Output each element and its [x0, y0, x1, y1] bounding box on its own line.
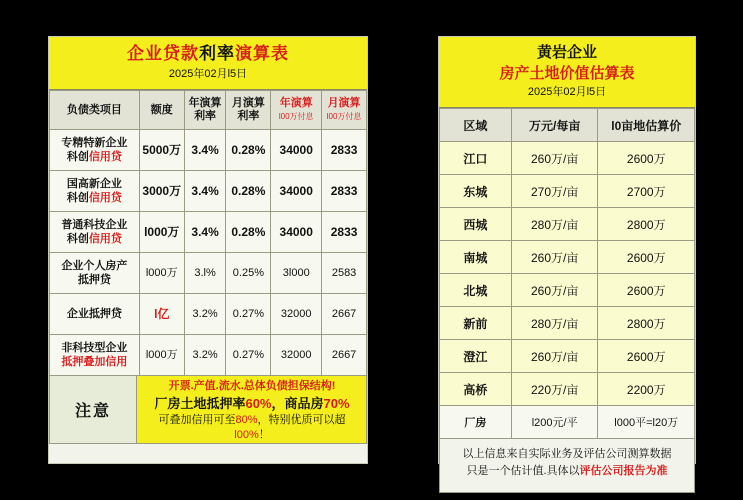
row-year-rate: 3.4% [184, 130, 226, 171]
row-ten-mu-value: 2600万 [598, 142, 695, 175]
row-ten-mu-value: 2800万 [598, 307, 695, 340]
table-row [50, 294, 367, 335]
row-amount: l000万 [139, 253, 184, 294]
row-month-rate: 0.28% [226, 130, 271, 171]
row-month-pay: 2833 [322, 130, 367, 171]
row-ten-mu-value: l000平=l20万 [598, 406, 695, 439]
notice-line-3-d: l00% [234, 429, 259, 441]
col-header-month-rate [226, 91, 271, 130]
row-category [50, 335, 140, 376]
footnote-line-2-b: 评估公司报告为准 [579, 465, 668, 477]
row-ten-mu-value: 2600万 [598, 241, 695, 274]
row-area: 西城 [440, 208, 512, 241]
col-header-area: 区域 [440, 109, 512, 142]
notice-line-3-a: 可叠加信用可至 [158, 414, 236, 426]
row-category-line1: 专精特新企业 [61, 137, 128, 149]
row-month-rate: 0.28% [226, 171, 271, 212]
notice-line-2-c: ，商品房 [271, 396, 324, 411]
row-price-per-mu: 260万/亩 [511, 274, 598, 307]
row-category-line2: 科创 [66, 192, 89, 204]
notice-line-2-d: 70% [323, 396, 350, 411]
loan-rate-table-body [50, 130, 367, 376]
row-category [50, 171, 140, 212]
row-category-line2: 科创 [66, 233, 89, 245]
row-year-rate: 3.2% [184, 335, 226, 376]
land-value-footnote [439, 439, 695, 493]
row-price-per-mu: 220万/亩 [511, 373, 598, 406]
row-month-rate: 0.27% [226, 294, 271, 335]
row-area: 北城 [440, 274, 512, 307]
land-value-card [438, 36, 696, 477]
row-amount: 5000万 [139, 130, 184, 171]
row-year-rate: 3.l% [184, 253, 226, 294]
row-month-rate: 0.25% [226, 253, 271, 294]
land-value-table [439, 108, 695, 439]
col-header-year-rate-l2: 利率 [194, 110, 217, 122]
loan-rate-table-head [50, 91, 367, 130]
land-value-header [439, 37, 695, 108]
row-month-pay: 2833 [322, 212, 367, 253]
loan-rate-card [48, 36, 368, 464]
row-amount: 3000万 [139, 171, 184, 212]
col-header-month-pay [322, 91, 367, 130]
row-category-line1: 国高新企业 [66, 178, 122, 190]
row-area: 江口 [440, 142, 512, 175]
col-header-month-pay-l2: l00万付息 [326, 112, 362, 121]
col-header-month-pay-l1: 月演算 [327, 97, 361, 109]
table-header-row [50, 91, 367, 130]
table-row [440, 406, 695, 439]
footnote-line-1: 以上信息来自实际业务及评估公司测算数据 [462, 448, 672, 460]
row-price-per-mu: 270万/亩 [511, 175, 598, 208]
row-year-rate: 3.2% [184, 294, 226, 335]
row-area: 厂房 [440, 406, 512, 439]
row-month-pay: 2667 [322, 294, 367, 335]
row-price-per-mu: 260万/亩 [511, 142, 598, 175]
notice-line-2 [142, 394, 362, 413]
notice-line-2-b: 60% [245, 396, 272, 411]
row-month-pay: 2583 [322, 253, 367, 294]
land-value-title-2: 房产土地价值估算表 [499, 65, 635, 82]
table-row [440, 142, 695, 175]
row-amount: l亿 [139, 294, 184, 335]
table-row [440, 208, 695, 241]
row-category-line2-red: 信用贷 [88, 151, 122, 163]
col-header-amount: 额度 [139, 91, 184, 130]
row-price-per-mu: l200元/平 [511, 406, 598, 439]
row-year-pay: 34000 [271, 171, 322, 212]
row-area: 澄江 [440, 340, 512, 373]
row-month-rate: 0.28% [226, 212, 271, 253]
loan-rate-title-part1: 企业贷款 [127, 44, 199, 63]
col-header-year-pay [271, 91, 322, 130]
row-category-line2-red: 信用贷 [88, 192, 122, 204]
row-category-line2: 抵押叠加 [61, 356, 106, 368]
notice-line-3-b: 80% [235, 414, 258, 426]
loan-rate-header [49, 37, 367, 90]
footnote-line-2-a: 只是一个估计值.具体以 [466, 465, 580, 477]
row-month-pay: 2833 [322, 171, 367, 212]
table-row [440, 307, 695, 340]
row-category [50, 130, 140, 171]
loan-rate-title-part2: 利率 [199, 44, 235, 63]
notice-line-3-c: ，特别优质可以超 [257, 414, 346, 426]
row-category-line1: 企业个人房产 [61, 260, 128, 272]
loan-rate-title-part3: 演算表 [235, 44, 289, 63]
row-month-rate: 0.27% [226, 335, 271, 376]
row-category [50, 253, 140, 294]
row-year-pay: 32000 [271, 294, 322, 335]
col-header-year-rate-l1: 年演算 [188, 97, 222, 109]
row-price-per-mu: 260万/亩 [511, 340, 598, 373]
table-header-row [440, 109, 695, 142]
row-ten-mu-value: 2600万 [598, 340, 695, 373]
row-month-pay: 2667 [322, 335, 367, 376]
row-category [50, 212, 140, 253]
row-category-line2: 抵押贷 [77, 274, 111, 286]
col-header-month-rate-l2: 利率 [237, 110, 260, 122]
row-price-per-mu: 280万/亩 [511, 307, 598, 340]
row-year-rate: 3.4% [184, 212, 226, 253]
row-year-pay: 34000 [271, 212, 322, 253]
col-header-ten-mu-value: l0亩地估算价 [598, 109, 695, 142]
row-area: 新前 [440, 307, 512, 340]
loan-rate-table [49, 90, 367, 376]
row-ten-mu-value: 2700万 [598, 175, 695, 208]
col-header-year-rate [184, 91, 226, 130]
table-row [440, 241, 695, 274]
row-ten-mu-value: 2600万 [598, 274, 695, 307]
land-value-date: 2025年02月l5日 [527, 86, 607, 98]
row-area: 东城 [440, 175, 512, 208]
row-ten-mu-value: 2200万 [598, 373, 695, 406]
col-header-month-rate-l1: 月演算 [231, 97, 265, 109]
row-category: 企业抵押贷 [50, 294, 140, 335]
row-category-line1: 普通科技企业 [61, 219, 128, 231]
col-header-category: 负债类项目 [50, 91, 140, 130]
table-row [440, 175, 695, 208]
col-header-year-pay-l2: l00万付息 [278, 112, 314, 121]
row-category-line1: 非科技型企业 [61, 342, 128, 354]
row-year-rate: 3.4% [184, 171, 226, 212]
table-row [440, 373, 695, 406]
notice-label: 注意 [50, 376, 137, 443]
row-ten-mu-value: 2800万 [598, 208, 695, 241]
footnote-line-2 [446, 463, 688, 480]
row-price-per-mu: 260万/亩 [511, 241, 598, 274]
notice-line-1: 开票.产值.流水.总体负债担保结构! [168, 380, 336, 392]
row-year-pay: 34000 [271, 130, 322, 171]
row-area: 高桥 [440, 373, 512, 406]
row-year-pay: 32000 [271, 335, 322, 376]
land-value-table-head [440, 109, 695, 142]
table-row [50, 212, 367, 253]
row-area: 南城 [440, 241, 512, 274]
notice-block [49, 376, 367, 444]
table-row [50, 335, 367, 376]
table-row [50, 130, 367, 171]
table-row [440, 340, 695, 373]
col-header-year-pay-l1: 年演算 [279, 97, 313, 109]
notice-line-3-e: ！ [258, 429, 270, 441]
row-price-per-mu: 280万/亩 [511, 208, 598, 241]
row-amount: l000万 [139, 212, 184, 253]
notice-body [137, 376, 366, 443]
row-year-pay: 3l000 [271, 253, 322, 294]
notice-line-3 [142, 413, 362, 443]
col-header-price-per-mu: 万元/每亩 [511, 109, 598, 142]
land-value-title-1: 黄岩企业 [536, 44, 597, 61]
loan-rate-title [53, 43, 363, 65]
table-row [50, 253, 367, 294]
row-amount: l000万 [139, 335, 184, 376]
row-category-line2-red: 信用 [105, 356, 128, 368]
loan-rate-date: 2025年02月l5日 [168, 68, 248, 80]
land-value-table-body [440, 142, 695, 439]
table-row [50, 171, 367, 212]
table-row [440, 274, 695, 307]
notice-line-2-a: 厂房土地抵押率 [154, 396, 246, 411]
row-category-line2: 科创 [66, 151, 89, 163]
row-category-line2-red: 信用贷 [88, 233, 122, 245]
